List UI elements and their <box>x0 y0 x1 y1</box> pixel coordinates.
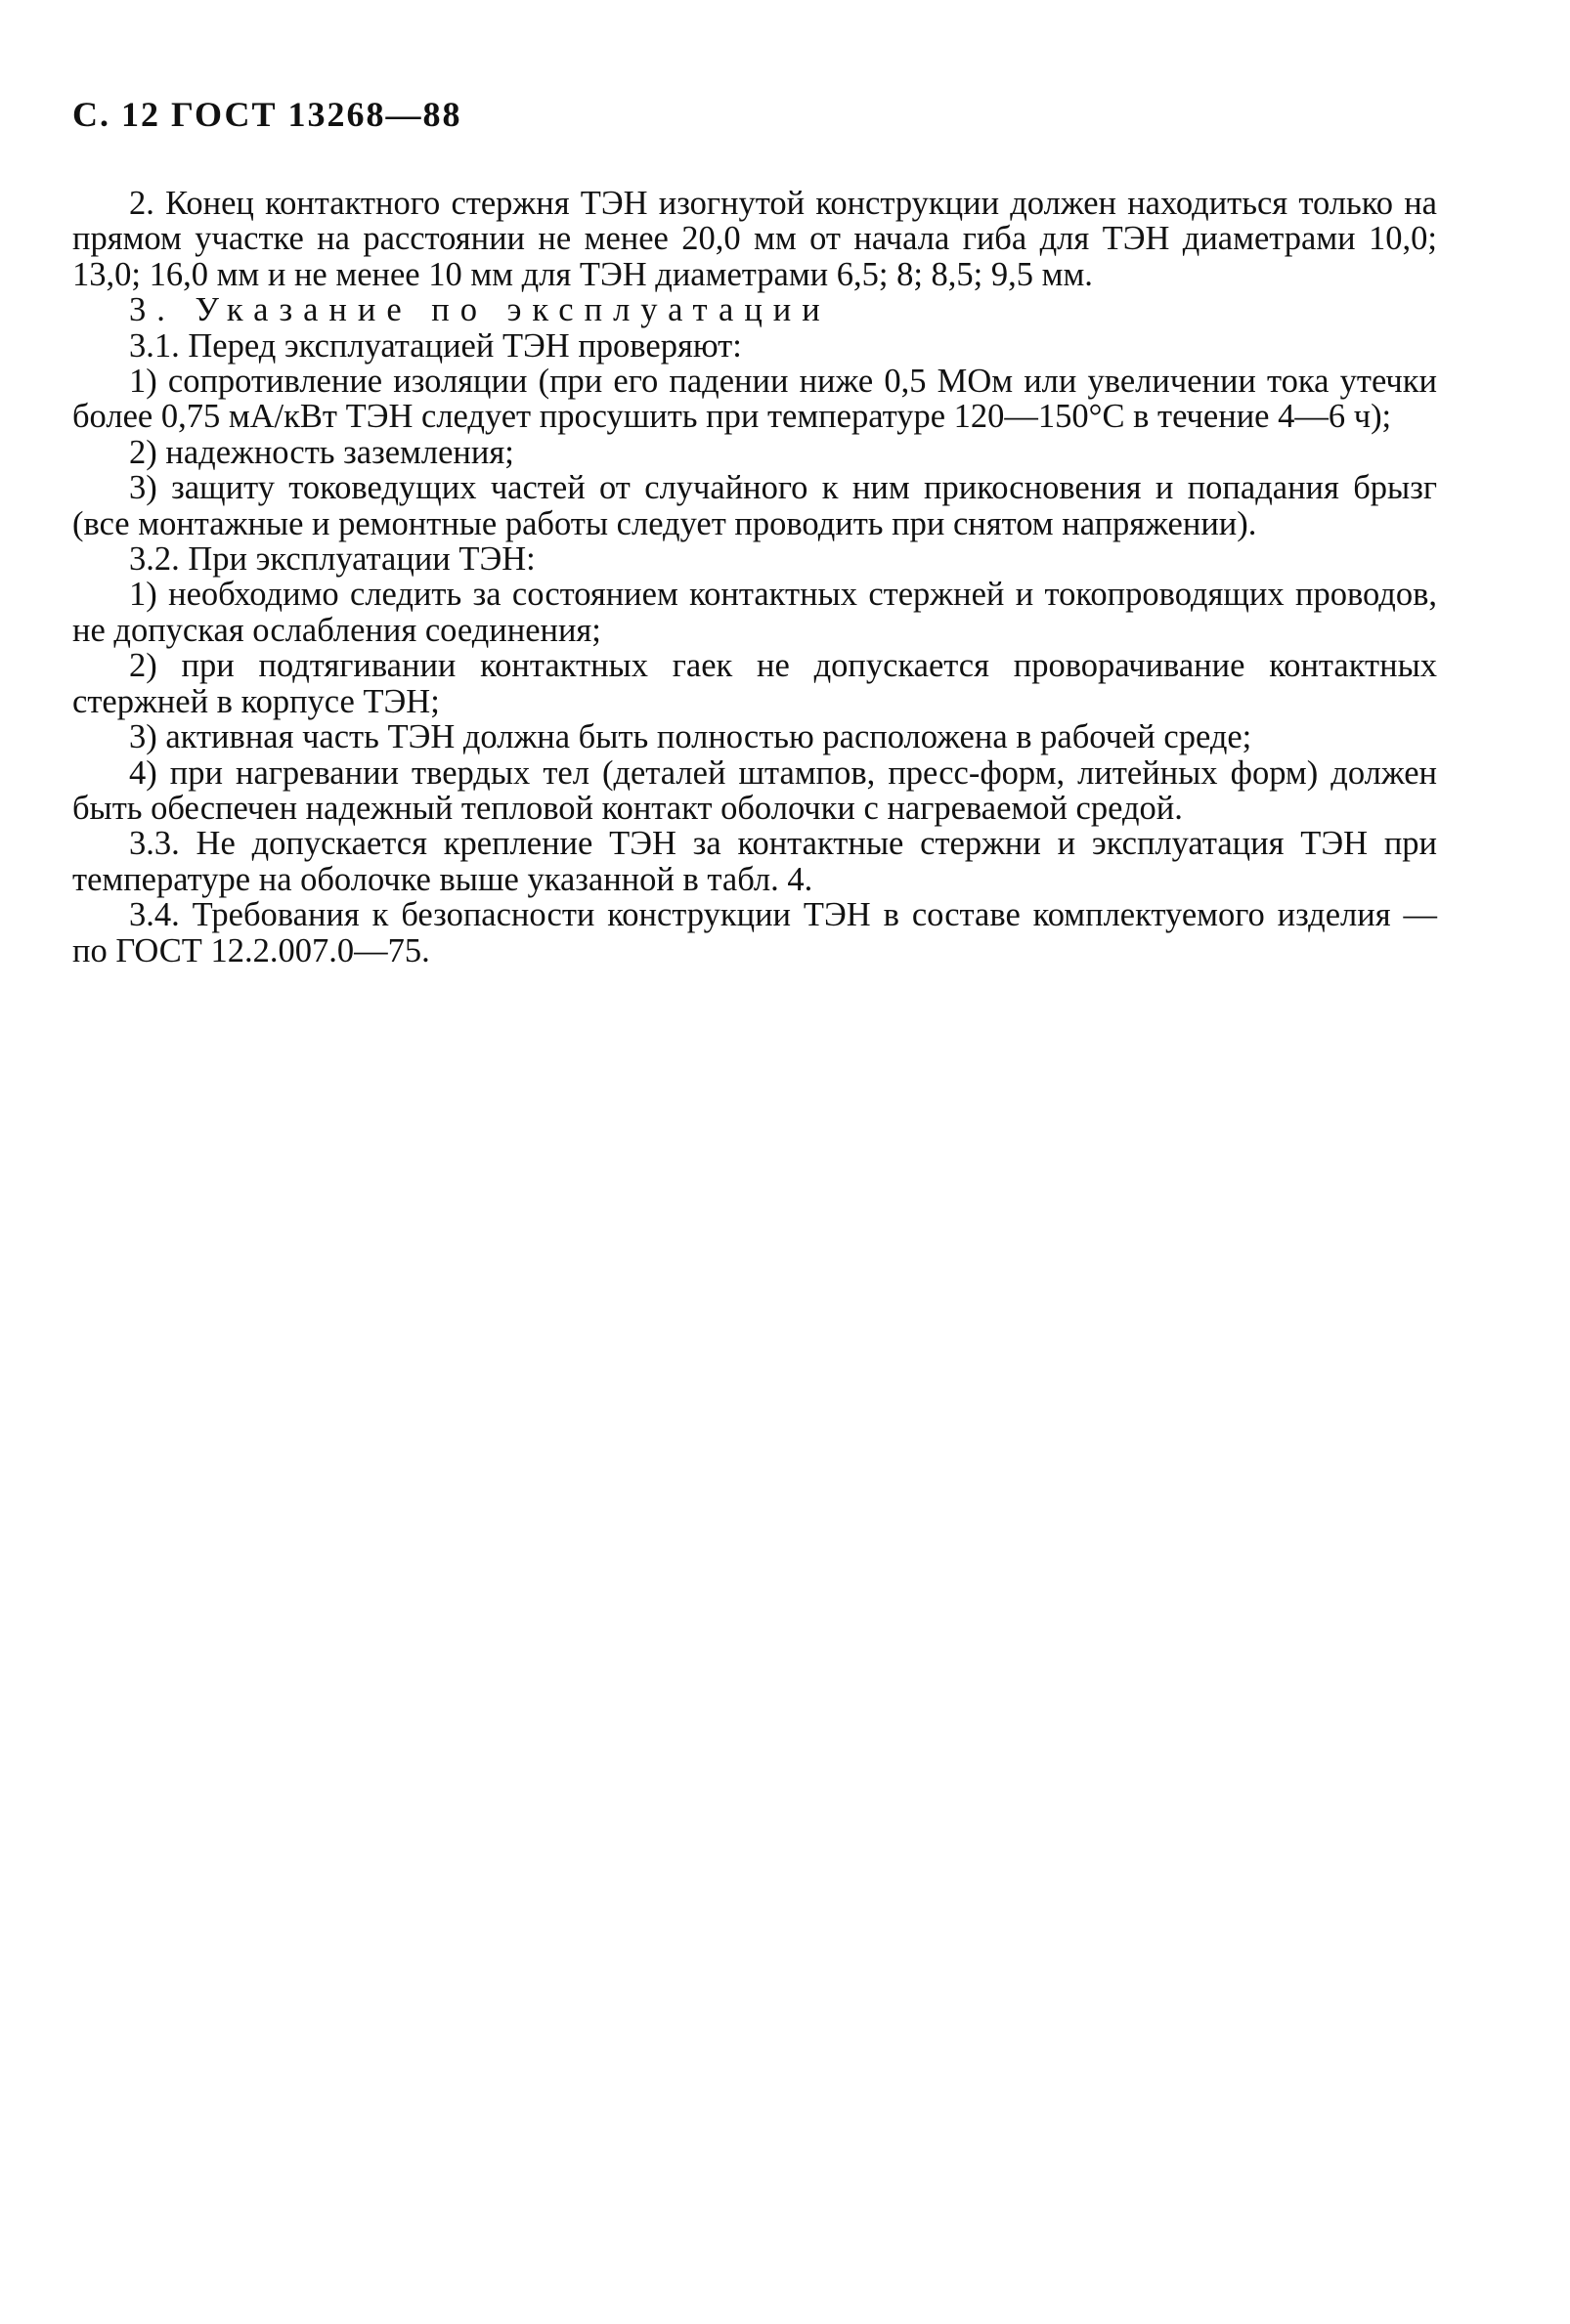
paragraph-3-1-item-2: 2) надежность заземления; <box>129 433 514 471</box>
paragraph-3-2-item-1: 1) необходимо следить за состоянием контактных стержней и токопроводящих проводов, не допуская ослабления соединения; <box>72 576 1437 649</box>
paragraph-3-2-item-4: 4) при нагревании твердых тел (деталей штампов, пресс-форм, литейных форм) должен быть обеспечен надежный тепловой контакт оболочки с нагреваемой средой. <box>72 753 1437 827</box>
paragraph-3-2-item-3: 3) активная часть ТЭН должна быть полностью расположена в рабочей среде; <box>129 718 1252 756</box>
paragraph-3-1: 3.1. Перед эксплуатацией ТЭН проверяют: <box>129 326 742 365</box>
paragraph-3-3: 3.3. Не допускается крепление ТЭН за контактные стержни и эксплуатация ТЭН при температуре на оболочке выше указанной в табл. 4. <box>72 825 1437 898</box>
paragraph-3-4: 3.4. Требования к безопасности конструкции ТЭН в составе комплектуемого изделия — по ГОСТ 12.2.007.0—75. <box>72 896 1437 969</box>
paragraph-2: 2. Конец контактного стержня ТЭН изогнутой конструкции должен находиться только на прямом участке на расстоянии не менее 20,0 мм от начала гиба для ТЭН диаметрами 10,0; 13,0; 16,0 мм и не менее 10 мм для ТЭН диаметрами 6,5; 8; 8,5; 9,5 мм. <box>72 185 1437 293</box>
paragraph-3-1-item-3: 3) защиту токоведущих частей от случайного к ним прикосновения и попадания брызг (все монтажные и ремонтные работы следует проводить при снятом напряжении). <box>72 469 1437 542</box>
paragraph-3-1-item-1: 1) сопротивление изоляции (при его падении ниже 0,5 МОм или увеличении тока утечки более 0,75 мА/кВт ТЭН следует просушить при температуре 120—150°С в течение 4—6 ч); <box>72 363 1437 436</box>
paragraph-3-2: 3.2. При эксплуатации ТЭН: <box>129 540 536 579</box>
paragraph-3-2-item-2: 2) при подтягивании контактных гаек не допускается проворачивание контактных стержней в корпусе ТЭН; <box>72 647 1437 720</box>
document-body <box>72 186 1437 968</box>
section-3-title: 3. Указание по эксплуатации <box>129 291 831 329</box>
page-header: С. 12 ГОСТ 13268—88 <box>72 95 462 134</box>
